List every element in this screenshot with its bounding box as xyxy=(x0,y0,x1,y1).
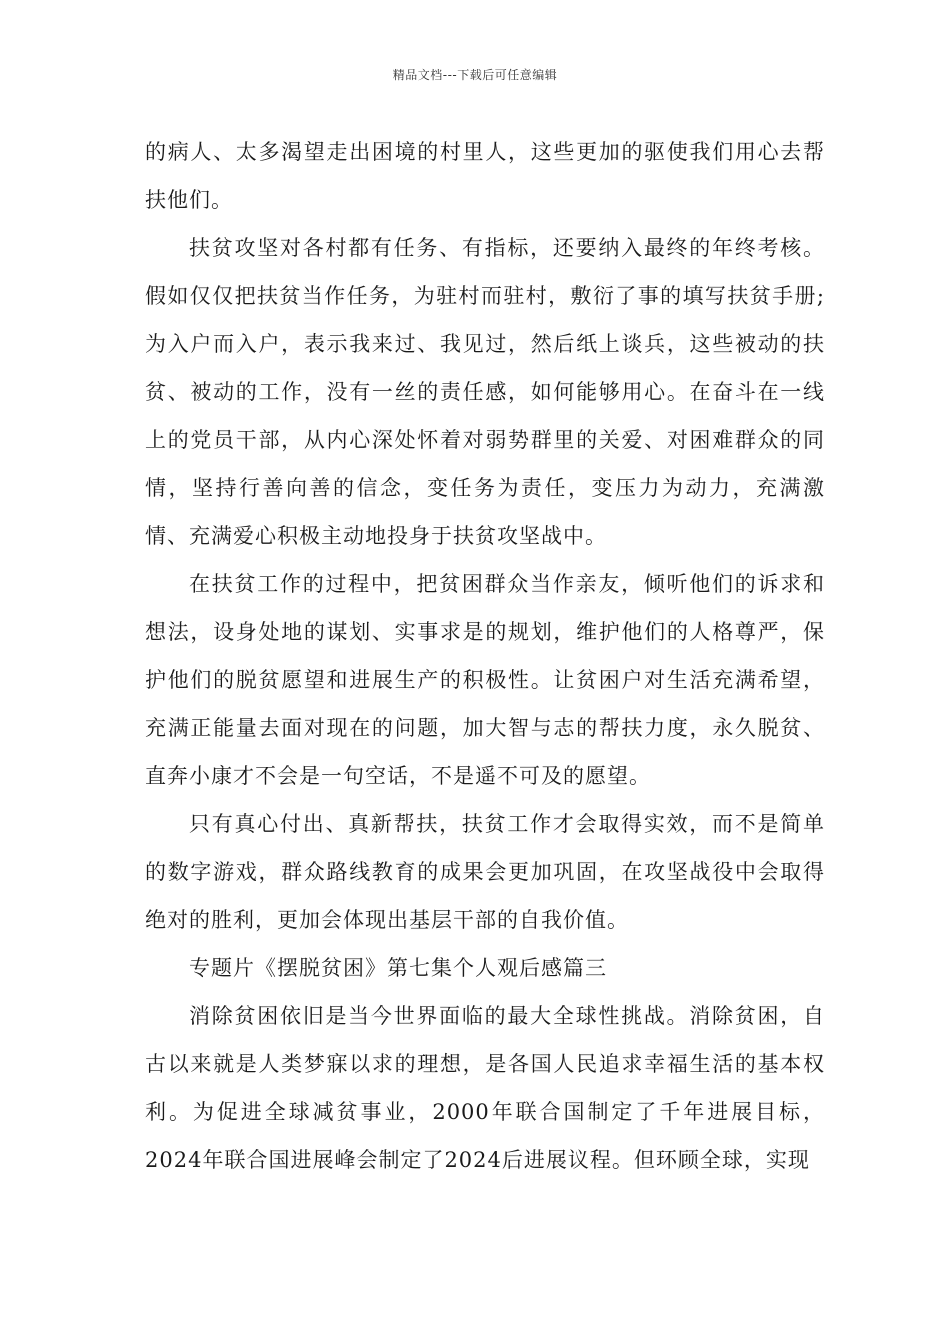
page-header: 精品文档---下载后可任意编辑 xyxy=(392,68,558,82)
paragraph-continuation: 的病人、太多渴望走出困境的村里人，这些更加的驱使我们用心去帮扶他们。 xyxy=(145,140,825,212)
document-body xyxy=(145,128,825,1184)
paragraph-responsibility: 扶贫攻坚对各村都有任务、有指标，还要纳入最终的年终考核。假如仅仅把扶贫当作任务，为驻村而驻村，敷衍了事的填写扶贫手册;为入户而入户，表示我来过、我见过，然后纸上谈兵，这些被动的扶贫、被动的工作，没有一丝的责任感，如何能够用心。在奋斗在一线上的党员干部，从内心深处怀着对弱势群里的关爱、对困难群众的同情，坚持行善向善的信念，变任务为责任，变压力为动力，充满激情、充满爱心积极主动地投身于扶贫攻坚战中。 xyxy=(145,236,825,548)
paragraph-global: 消除贫困依旧是当今世界面临的最大全球性挑战。消除贫困，自古以来就是人类梦寐以求的理想，是各国人民追求幸福生活的基本权利。为促进全球减贫事业，2000年联合国制定了千年进展目标，2024年联合国进展峰会制定了2024后进展议程。但环顾全球，实现 xyxy=(145,1004,825,1172)
paragraph-process: 在扶贫工作的过程中，把贫困群众当作亲友，倾听他们的诉求和想法，设身处地的谋划、实事求是的规划，维护他们的人格尊严，保护他们的脱贫愿望和进展生产的积极性。让贫困户对生活充满希望，充满正能量去面对现在的问题，加大智与志的帮扶力度，永久脱贫、直奔小康才不会是一句空话，不是遥不可及的愿望。 xyxy=(145,572,825,788)
section-title: 专题片《摆脱贫困》第七集个人观后感篇三 xyxy=(189,956,607,980)
paragraph-sincerity: 只有真心付出、真新帮扶，扶贫工作才会取得实效，而不是简单的数字游戏，群众路线教育的成果会更加巩固，在攻坚战役中会取得绝对的胜利，更加会体现出基层干部的自我价值。 xyxy=(145,812,825,932)
